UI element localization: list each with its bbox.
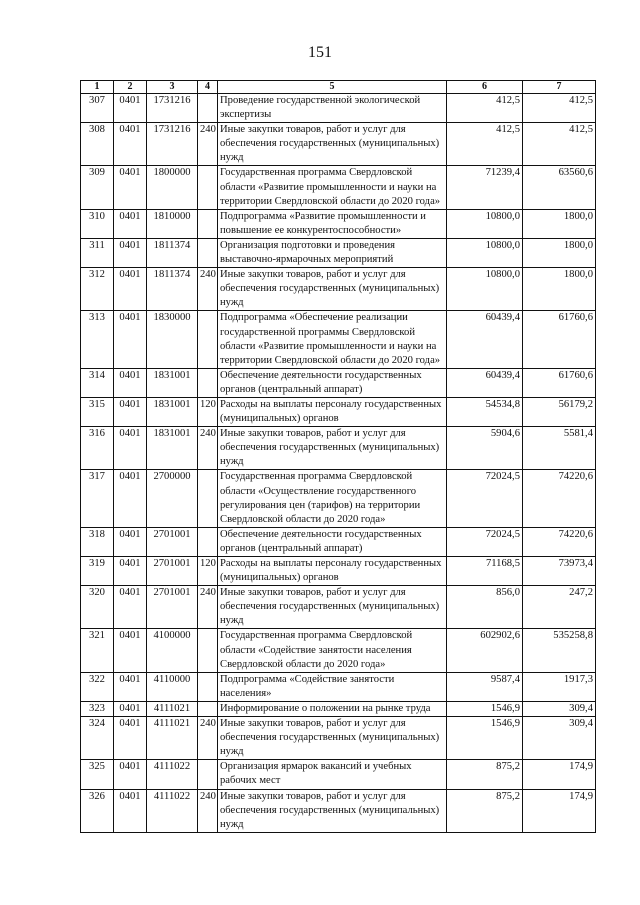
target-article-code: 1831001	[147, 368, 198, 397]
amount-col7: 61760,6	[523, 368, 596, 397]
amount-col6: 1546,9	[447, 701, 523, 716]
row-number: 315	[81, 397, 114, 426]
table-row	[81, 397, 596, 426]
section-code: 0401	[114, 397, 147, 426]
item-name: Подпрограмма «Развитие промышленности и повышение ее конкурентоспособности»	[218, 209, 447, 238]
section-code: 0401	[114, 166, 147, 209]
amount-col7: 412,5	[523, 94, 596, 123]
item-name: Иные закупки товаров, работ и услуг для обеспечения государственных (муниципальных) нужд	[218, 586, 447, 629]
target-article-code: 1811374	[147, 238, 198, 267]
expense-type-code: 240	[198, 717, 218, 760]
row-number: 319	[81, 557, 114, 586]
expense-type-code	[198, 311, 218, 368]
table-row	[81, 238, 596, 267]
row-number: 324	[81, 717, 114, 760]
item-name: Иные закупки товаров, работ и услуг для обеспечения государственных (муниципальных) нужд	[218, 789, 447, 832]
target-article-code: 1731216	[147, 123, 198, 166]
table-row	[81, 701, 596, 716]
target-article-code: 1830000	[147, 311, 198, 368]
item-name: Государственная программа Свердловской области «Развитие промышленности и науки на территории Свердловской области до 2020 года»	[218, 166, 447, 209]
table-row	[81, 629, 596, 672]
amount-col7: 61760,6	[523, 311, 596, 368]
amount-col7: 1800,0	[523, 209, 596, 238]
section-code: 0401	[114, 470, 147, 527]
row-number: 314	[81, 368, 114, 397]
amount-col7: 412,5	[523, 123, 596, 166]
target-article-code: 4111021	[147, 717, 198, 760]
item-name: Организация подготовки и проведения выставочно-ярмарочных мероприятий	[218, 238, 447, 267]
amount-col6: 5904,6	[447, 427, 523, 470]
amount-col7: 535258,8	[523, 629, 596, 672]
amount-col6: 54534,8	[447, 397, 523, 426]
row-number: 312	[81, 268, 114, 311]
section-code: 0401	[114, 94, 147, 123]
amount-col7: 74220,6	[523, 470, 596, 527]
table-row	[81, 557, 596, 586]
column-header: 2	[114, 81, 147, 94]
amount-col6: 1546,9	[447, 717, 523, 760]
amount-col7: 74220,6	[523, 527, 596, 556]
section-code: 0401	[114, 238, 147, 267]
section-code: 0401	[114, 268, 147, 311]
row-number: 316	[81, 427, 114, 470]
column-header: 5	[218, 81, 447, 94]
expense-type-code: 240	[198, 123, 218, 166]
table-row	[81, 123, 596, 166]
row-number: 323	[81, 701, 114, 716]
column-header: 7	[523, 81, 596, 94]
header-row	[81, 81, 596, 94]
target-article-code: 1831001	[147, 427, 198, 470]
section-code: 0401	[114, 123, 147, 166]
expense-type-code	[198, 672, 218, 701]
row-number: 313	[81, 311, 114, 368]
expense-type-code	[198, 629, 218, 672]
item-name: Обеспечение деятельности государственных органов (центральный аппарат)	[218, 527, 447, 556]
table-row	[81, 209, 596, 238]
section-code: 0401	[114, 760, 147, 789]
table-row	[81, 789, 596, 832]
item-name: Иные закупки товаров, работ и услуг для обеспечения государственных (муниципальных) нужд	[218, 717, 447, 760]
expense-type-code: 240	[198, 268, 218, 311]
row-number: 311	[81, 238, 114, 267]
row-number: 318	[81, 527, 114, 556]
item-name: Иные закупки товаров, работ и услуг для обеспечения государственных (муниципальных) нужд	[218, 123, 447, 166]
amount-col7: 56179,2	[523, 397, 596, 426]
target-article-code: 4100000	[147, 629, 198, 672]
table-row	[81, 166, 596, 209]
target-article-code: 2701001	[147, 586, 198, 629]
item-name: Расходы на выплаты персоналу государственных (муниципальных) органов	[218, 557, 447, 586]
row-number: 322	[81, 672, 114, 701]
row-number: 310	[81, 209, 114, 238]
table-row	[81, 760, 596, 789]
item-name: Иные закупки товаров, работ и услуг для обеспечения государственных (муниципальных) нужд	[218, 427, 447, 470]
target-article-code: 4110000	[147, 672, 198, 701]
target-article-code: 1731216	[147, 94, 198, 123]
page-number: 151	[308, 44, 332, 61]
section-code: 0401	[114, 527, 147, 556]
section-code: 0401	[114, 557, 147, 586]
amount-col6: 875,2	[447, 789, 523, 832]
table-row	[81, 717, 596, 760]
table-row	[81, 527, 596, 556]
expense-type-code: 240	[198, 427, 218, 470]
row-number: 325	[81, 760, 114, 789]
item-name: Подпрограмма «Содействие занятости населения»	[218, 672, 447, 701]
amount-col6: 71239,4	[447, 166, 523, 209]
target-article-code: 4111022	[147, 760, 198, 789]
amount-col6: 71168,5	[447, 557, 523, 586]
section-code: 0401	[114, 672, 147, 701]
expense-type-code: 120	[198, 557, 218, 586]
row-number: 309	[81, 166, 114, 209]
expense-type-code	[198, 760, 218, 789]
section-code: 0401	[114, 586, 147, 629]
amount-col7: 247,2	[523, 586, 596, 629]
expense-type-code	[198, 470, 218, 527]
section-code: 0401	[114, 368, 147, 397]
expense-type-code	[198, 527, 218, 556]
row-number: 326	[81, 789, 114, 832]
amount-col7: 5581,4	[523, 427, 596, 470]
target-article-code: 2700000	[147, 470, 198, 527]
table-row	[81, 672, 596, 701]
table-row	[81, 368, 596, 397]
table-row	[81, 268, 596, 311]
expense-type-code: 240	[198, 789, 218, 832]
target-article-code: 1811374	[147, 268, 198, 311]
column-header: 1	[81, 81, 114, 94]
row-number: 308	[81, 123, 114, 166]
column-header: 6	[447, 81, 523, 94]
item-name: Государственная программа Свердловской области «Содействие занятости населения Свердловской области до 2020 года»	[218, 629, 447, 672]
amount-col6: 856,0	[447, 586, 523, 629]
target-article-code: 2701001	[147, 527, 198, 556]
amount-col6: 875,2	[447, 760, 523, 789]
amount-col6: 72024,5	[447, 527, 523, 556]
expense-type-code	[198, 701, 218, 716]
item-name: Государственная программа Свердловской области «Осуществление государственного регулирования цен (тарифов) на территории Свердловской области до 2020 года»	[218, 470, 447, 527]
column-header: 3	[147, 81, 198, 94]
table-row	[81, 94, 596, 123]
section-code: 0401	[114, 629, 147, 672]
target-article-code: 2701001	[147, 557, 198, 586]
column-header: 4	[198, 81, 218, 94]
amount-col6: 60439,4	[447, 311, 523, 368]
expense-type-code: 240	[198, 586, 218, 629]
expense-type-code	[198, 368, 218, 397]
amount-col7: 63560,6	[523, 166, 596, 209]
amount-col7: 1800,0	[523, 238, 596, 267]
amount-col6: 10800,0	[447, 209, 523, 238]
amount-col6: 72024,5	[447, 470, 523, 527]
expense-type-code	[198, 238, 218, 267]
item-name: Информирование о положении на рынке труда	[218, 701, 447, 716]
amount-col6: 412,5	[447, 94, 523, 123]
target-article-code: 4111021	[147, 701, 198, 716]
amount-col6: 602902,6	[447, 629, 523, 672]
target-article-code: 1810000	[147, 209, 198, 238]
amount-col6: 412,5	[447, 123, 523, 166]
section-code: 0401	[114, 209, 147, 238]
amount-col7: 174,9	[523, 789, 596, 832]
item-name: Иные закупки товаров, работ и услуг для обеспечения государственных (муниципальных) нужд	[218, 268, 447, 311]
item-name: Обеспечение деятельности государственных органов (центральный аппарат)	[218, 368, 447, 397]
section-code: 0401	[114, 717, 147, 760]
table-row	[81, 427, 596, 470]
target-article-code: 1800000	[147, 166, 198, 209]
expense-type-code	[198, 166, 218, 209]
amount-col7: 1917,3	[523, 672, 596, 701]
section-code: 0401	[114, 789, 147, 832]
table-row	[81, 586, 596, 629]
item-name: Расходы на выплаты персоналу государственных (муниципальных) органов	[218, 397, 447, 426]
target-article-code: 4111022	[147, 789, 198, 832]
amount-col6: 60439,4	[447, 368, 523, 397]
item-name: Организация ярмарок вакансий и учебных рабочих мест	[218, 760, 447, 789]
table-row	[81, 311, 596, 368]
amount-col6: 10800,0	[447, 238, 523, 267]
row-number: 307	[81, 94, 114, 123]
budget-table	[80, 80, 596, 833]
amount-col6: 9587,4	[447, 672, 523, 701]
section-code: 0401	[114, 701, 147, 716]
expense-type-code	[198, 209, 218, 238]
amount-col7: 73973,4	[523, 557, 596, 586]
item-name: Проведение государственной экологической экспертизы	[218, 94, 447, 123]
amount-col7: 1800,0	[523, 268, 596, 311]
section-code: 0401	[114, 427, 147, 470]
target-article-code: 1831001	[147, 397, 198, 426]
item-name: Подпрограмма «Обеспечение реализации государственной программы Свердловской области «Развитие промышленности и науки на территории Свердловской области до 2020 года»	[218, 311, 447, 368]
table-row	[81, 470, 596, 527]
amount-col7: 309,4	[523, 701, 596, 716]
row-number: 320	[81, 586, 114, 629]
amount-col7: 174,9	[523, 760, 596, 789]
amount-col6: 10800,0	[447, 268, 523, 311]
amount-col7: 309,4	[523, 717, 596, 760]
section-code: 0401	[114, 311, 147, 368]
expense-type-code: 120	[198, 397, 218, 426]
expense-type-code	[198, 94, 218, 123]
row-number: 317	[81, 470, 114, 527]
row-number: 321	[81, 629, 114, 672]
